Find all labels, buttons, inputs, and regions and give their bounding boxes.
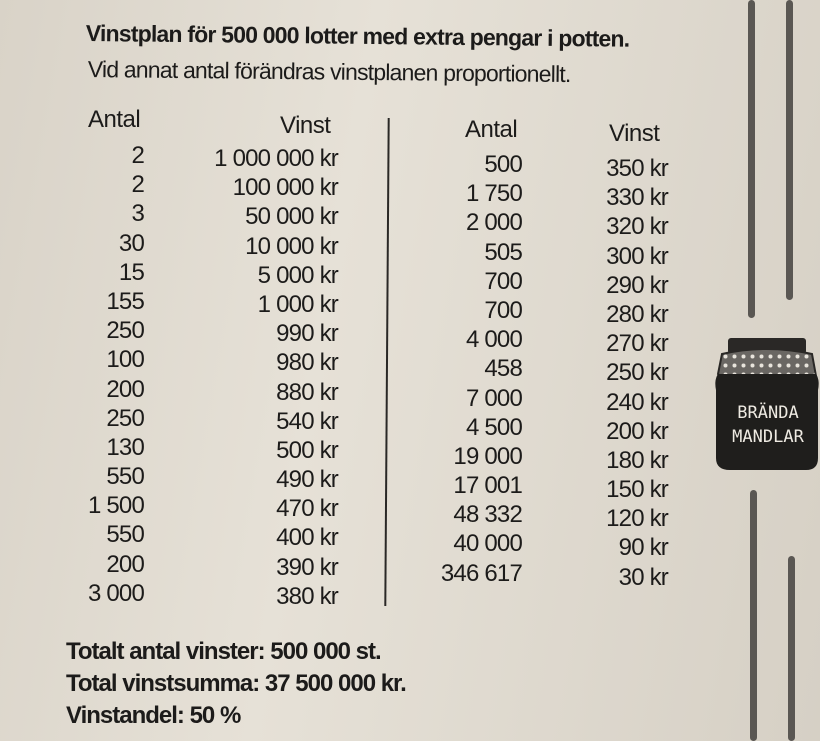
table-cell: 990 kr bbox=[276, 320, 338, 348]
table-cell: 350 kr bbox=[606, 155, 668, 182]
table-cell: 3 bbox=[131, 200, 144, 228]
table-cell: 10 000 kr bbox=[245, 232, 338, 260]
column-divider bbox=[384, 118, 389, 606]
table-cell: 50 000 kr bbox=[245, 203, 338, 231]
table-cell: 505 bbox=[484, 238, 522, 266]
table-cell: 180 kr bbox=[606, 446, 668, 474]
left-vinst-header: Vinst bbox=[280, 112, 331, 139]
table-cell: 250 kr bbox=[606, 359, 668, 387]
totals-block bbox=[66, 636, 406, 732]
rail-right-top bbox=[786, 0, 793, 300]
table-cell: 400 kr bbox=[276, 524, 338, 552]
table-cell: 390 kr bbox=[276, 553, 338, 581]
rail-left-bottom bbox=[750, 490, 757, 741]
right-antal-header: Antal bbox=[465, 116, 518, 143]
right-vinst-column bbox=[580, 154, 668, 592]
table-cell: 200 bbox=[106, 550, 144, 578]
page-title: Vinstplan för 500 000 lotter med extra pengar i potten. bbox=[85, 20, 630, 52]
table-cell: 5 000 kr bbox=[257, 261, 338, 289]
table-cell: 17 001 bbox=[453, 472, 522, 500]
table-cell: 30 bbox=[118, 229, 144, 257]
table-cell: 880 kr bbox=[276, 378, 338, 406]
jar-label-line2: MANDLAR bbox=[732, 427, 804, 447]
table-cell: 2 bbox=[131, 171, 144, 199]
total-prize-sum: Total vinstsumma: 37 500 000 kr. bbox=[66, 670, 406, 697]
right-vinst-header: Vinst bbox=[609, 120, 660, 147]
table-cell: 380 kr bbox=[276, 582, 338, 610]
table-cell: 290 kr bbox=[606, 271, 668, 299]
table-cell: 1 500 bbox=[87, 492, 144, 520]
table-cell: 48 332 bbox=[453, 501, 522, 529]
table-cell: 100 bbox=[106, 346, 144, 374]
table-cell: 240 kr bbox=[606, 388, 668, 416]
page-subtitle: Vid annat antal förändras vinstplanen proportionellt. bbox=[87, 56, 571, 88]
table-cell: 4 500 bbox=[465, 413, 522, 441]
table-cell: 4 000 bbox=[465, 326, 522, 354]
table-cell: 155 bbox=[106, 287, 144, 315]
table-cell: 30 kr bbox=[618, 563, 668, 591]
table-cell: 2 000 bbox=[465, 209, 522, 237]
table-cell: 550 bbox=[106, 521, 144, 549]
table-cell: 150 kr bbox=[606, 476, 668, 504]
table-cell: 270 kr bbox=[606, 330, 668, 358]
rail-right-bottom bbox=[788, 556, 795, 741]
table-cell: 200 kr bbox=[606, 417, 668, 445]
table-cell: 120 kr bbox=[606, 505, 668, 533]
table-cell: 7 000 bbox=[465, 384, 522, 412]
table-cell: 130 bbox=[106, 433, 144, 461]
table-cell: 346 617 bbox=[440, 559, 522, 587]
left-vinst-column bbox=[180, 144, 338, 611]
total-wins: Totalt antal vinster: 500 000 st. bbox=[66, 638, 381, 665]
jar-icon bbox=[712, 334, 820, 474]
win-share: Vinstandel: 50 % bbox=[66, 702, 241, 729]
table-cell: 700 bbox=[484, 296, 522, 324]
table-cell: 330 kr bbox=[606, 184, 668, 212]
table-cell: 1 000 kr bbox=[257, 290, 338, 318]
table-cell: 40 000 bbox=[453, 530, 522, 558]
table-cell: 540 kr bbox=[276, 407, 338, 435]
table-cell: 15 bbox=[118, 258, 144, 286]
right-antal-column bbox=[410, 150, 522, 588]
table-cell: 470 kr bbox=[276, 495, 338, 523]
table-cell: 19 000 bbox=[453, 442, 522, 470]
table-cell: 90 kr bbox=[618, 534, 668, 562]
table-cell: 490 kr bbox=[276, 466, 338, 494]
table-cell: 3 000 bbox=[87, 579, 144, 607]
table-cell: 100 000 kr bbox=[232, 174, 338, 202]
left-antal-column bbox=[60, 141, 144, 608]
table-cell: 1 750 bbox=[465, 180, 522, 208]
table-cell: 1 000 000 kr bbox=[214, 145, 338, 172]
table-cell: 500 kr bbox=[276, 436, 338, 464]
table-cell: 2 bbox=[131, 142, 144, 169]
table-cell: 200 bbox=[106, 375, 144, 403]
table-cell: 458 bbox=[484, 355, 522, 383]
table-cell: 300 kr bbox=[606, 242, 668, 270]
table-cell: 320 kr bbox=[606, 213, 668, 241]
rail-left-top bbox=[748, 0, 755, 318]
table-cell: 700 bbox=[484, 267, 522, 295]
table-cell: 250 bbox=[106, 404, 144, 432]
jar-label-line1: BRÄNDA bbox=[737, 403, 799, 423]
table-cell: 550 bbox=[106, 463, 144, 491]
table-cell: 980 kr bbox=[276, 349, 338, 377]
table-cell: 280 kr bbox=[606, 300, 668, 328]
table-cell: 500 bbox=[484, 151, 522, 178]
left-antal-header: Antal bbox=[88, 106, 141, 133]
table-cell: 250 bbox=[106, 317, 144, 345]
